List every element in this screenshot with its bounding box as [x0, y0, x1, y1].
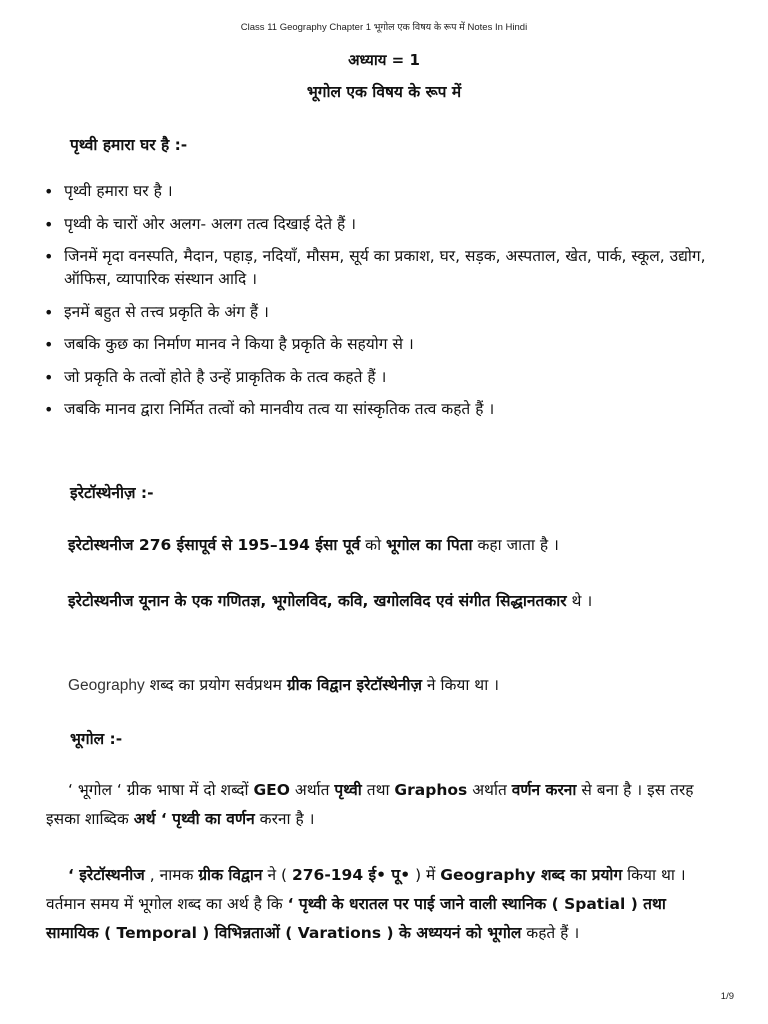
list-item: • जबकि मानव द्वारा निर्मित तत्वों को मानवीय तत्व या सांस्कृतिक तत्व कहते हैं ।	[44, 398, 724, 421]
section-heading-earth: पृथ्वी हमारा घर है :-	[70, 136, 188, 154]
paragraph-eratosthenes-bio: इरेटोस्थनीज यूनान के एक गणितज्ञ, भूगोलविद, कवि, खगोलविद एवं संगीत सिद्धानतकार थे ।	[68, 592, 593, 610]
list-item: • पृथ्वी हमारा घर है ।	[44, 180, 724, 203]
list-item: • जबकि कुछ का निर्माण मानव ने किया है प्रकृति के सहयोग से ।	[44, 333, 724, 356]
paragraph-geography-word: Geography शब्द का प्रयोग सर्वप्रथम ग्रीक विद्वान इरेटॉस्थेनीज़ ने किया था ।	[68, 676, 500, 694]
chapter-title: भूगोल एक विषय के रूप में	[306, 83, 462, 101]
page-number: 1/9	[720, 991, 734, 1002]
list-item: • जो प्रकृति के तत्वों होते है उन्हें प्राकृतिक के तत्व कहते हैं ।	[44, 366, 724, 389]
paragraph-geography-definition: ‘ इरेटॉस्थनीज , नामक ग्रीक विद्वान ने ( 276-194 ई• पू• ) में Geography शब्द का प्रयोग किया था । वर्तमान समय में भूगोल शब्द का अर्थ है कि ‘ पृथ्वी के धरातल पर पाई जाने वाली स्थानिक ( Spatial ) तथा सामायिक ( Temporal ) विभिन्नताओं ( Varations ) के अध्ययनं को भूगोल कहते हैं ।	[46, 866, 686, 942]
list-item: • इनमें बहुत से तत्त्व प्रकृति के अंग हैं ।	[44, 301, 724, 324]
paragraph-father-of-geography: इरेटोस्थनीज 276 ईसापूर्व से 195–194 ईसा पूर्व को भूगोल का पिता कहा जाता है ।	[68, 536, 559, 554]
list-item: • जिनमें मृदा वनस्पति, मैदान, पहाड़, नदियाँ, मौसम, सूर्य का प्रकाश, घर, सड़क, अस्पताल, खेत, पार्क, स्कूल, उद्योग, ऑफिस, व्यापारिक संस्थान आदि ।	[44, 245, 724, 291]
section-heading-geography: भूगोल :-	[70, 730, 123, 748]
chapter-number: अध्याय = 1	[348, 51, 420, 69]
list-item: • पृथ्वी के चारों ओर अलग- अलग तत्व दिखाई देते हैं ।	[44, 213, 724, 236]
paragraph-geography-meaning: ‘ भूगोल ‘ ग्रीक भाषा में दो शब्दों GEO अर्थात पृथ्वी तथा Graphos अर्थात वर्णन करना से बना है । इस तरह इसका शाब्दिक अर्थ ‘ पृथ्वी का वर्णन करना है ।	[46, 781, 694, 828]
earth-bullet-list	[44, 180, 724, 431]
page-header: Class 11 Geography Chapter 1 भूगोल एक विषय के रूप में Notes In Hindi	[240, 22, 528, 33]
section-heading-eratosthenes: इरेटॉस्थेनीज़ :-	[70, 484, 154, 502]
